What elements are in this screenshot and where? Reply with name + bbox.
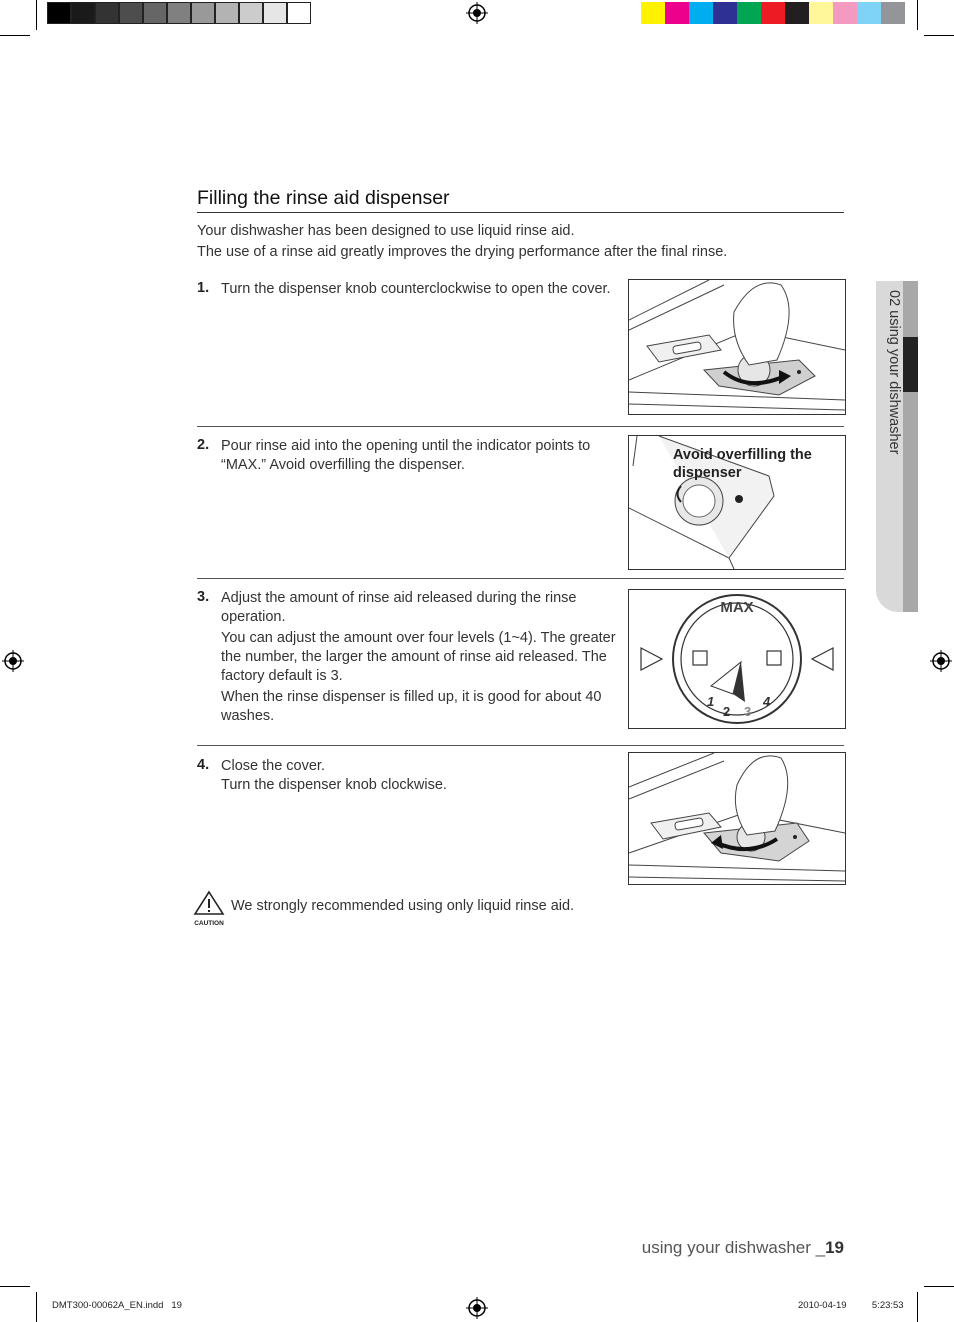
step-paragraph: When the rinse dispenser is filled up, it is good for about 40 washes. [221, 689, 602, 724]
color-swatch [641, 2, 665, 24]
caution-label: CAUTION [194, 920, 224, 927]
color-swatch [689, 2, 713, 24]
step-number: 2. [197, 437, 210, 453]
crop-mark [917, 1292, 918, 1322]
crop-mark [0, 1286, 30, 1287]
color-swatch [713, 2, 737, 24]
page-footer [642, 1238, 844, 1258]
gray-swatch [47, 2, 71, 24]
chapter-tab-strip [903, 281, 918, 612]
color-swatch [665, 2, 689, 24]
color-swatch [785, 2, 809, 24]
dial-level-label: 2 [723, 704, 731, 719]
dial-level-label: 3 [744, 704, 752, 719]
step-paragraph: Adjust the amount of rinse aid released during the rinse operation. [221, 590, 577, 625]
crop-mark [0, 35, 30, 36]
step-paragraph: You can adjust the amount over four levels (1~4). The greater the number, the larger the amount of rinse aid released. The factory default is 3. [221, 630, 616, 684]
open-dispenser-illustration [628, 279, 846, 415]
caution-badge [192, 890, 226, 927]
overfill-callout: Avoid overfilling the dispenser [673, 447, 812, 481]
slug-time: 5:23:53 [871, 1300, 904, 1311]
fill-dispenser-illustration [628, 435, 846, 570]
step-paragraph: Close the cover. [221, 758, 325, 774]
title-rule [197, 212, 844, 213]
step-number: 4. [197, 757, 210, 773]
color-swatch [761, 2, 785, 24]
crop-mark [924, 1286, 954, 1287]
gray-swatch [191, 2, 215, 24]
color-swatch [881, 2, 905, 24]
color-swatch [833, 2, 857, 24]
crop-mark [917, 0, 918, 30]
footer-section: using your dishwasher _ [641, 1238, 826, 1257]
color-swatch [809, 2, 833, 24]
step-paragraph: Turn the dispenser knob counterclockwise to open the cover. [221, 281, 611, 297]
gray-swatch [287, 2, 311, 24]
step-number: 1. [197, 280, 210, 296]
slug-filename: DMT300-00062A_EN.indd 19 [52, 1300, 182, 1311]
gray-swatch [95, 2, 119, 24]
warning-triangle-icon [192, 890, 226, 916]
dial-level-label: 4 [763, 694, 771, 709]
registration-mark-icon [466, 2, 488, 24]
step-separator [197, 578, 844, 579]
step-text [221, 589, 619, 726]
step-text [221, 757, 616, 795]
step-separator [197, 745, 844, 746]
slug-date: 2010-04-19 [798, 1300, 847, 1311]
dial-max-label: MAX [720, 599, 754, 616]
intro-text [197, 221, 727, 263]
step-paragraph: Turn the dispenser knob clockwise. [221, 777, 447, 793]
registration-mark-icon [930, 650, 952, 672]
gray-swatch [215, 2, 239, 24]
gray-swatch [71, 2, 95, 24]
step-paragraph: Pour rinse aid into the opening until the indicator points to “MAX.” Avoid overfilling the dispenser. [221, 438, 591, 473]
section-title: Filling the rinse aid dispenser [197, 187, 450, 209]
color-swatch [737, 2, 761, 24]
chapter-tab-marker [903, 337, 918, 392]
step-separator [197, 426, 844, 427]
step-text [221, 280, 616, 299]
gray-swatch [239, 2, 263, 24]
step-number: 3. [197, 589, 210, 605]
gray-swatch [167, 2, 191, 24]
page-number: 19 [825, 1238, 844, 1257]
dial-level-label: 1 [707, 694, 715, 709]
chapter-tab-label: 02 using your dishwasher [886, 290, 902, 455]
intro-line: The use of a rinse aid greatly improves the drying performance after the final rinse. [197, 244, 728, 260]
slug-timestamp [798, 1300, 904, 1311]
crop-mark [36, 1292, 37, 1322]
gray-swatch [263, 2, 287, 24]
color-swatch [857, 2, 881, 24]
gray-swatch [143, 2, 167, 24]
rinse-level-dial-illustration [628, 589, 846, 729]
registration-mark-icon [466, 1297, 488, 1319]
crop-mark [36, 0, 37, 30]
registration-mark-icon [2, 650, 24, 672]
gray-swatch [119, 2, 143, 24]
caution-text: We strongly recommended using only liquid rinse aid. [231, 898, 575, 914]
crop-mark [924, 35, 954, 36]
intro-line: Your dishwasher has been designed to use liquid rinse aid. [197, 223, 575, 239]
step-text [221, 437, 616, 475]
close-dispenser-illustration [628, 752, 846, 885]
